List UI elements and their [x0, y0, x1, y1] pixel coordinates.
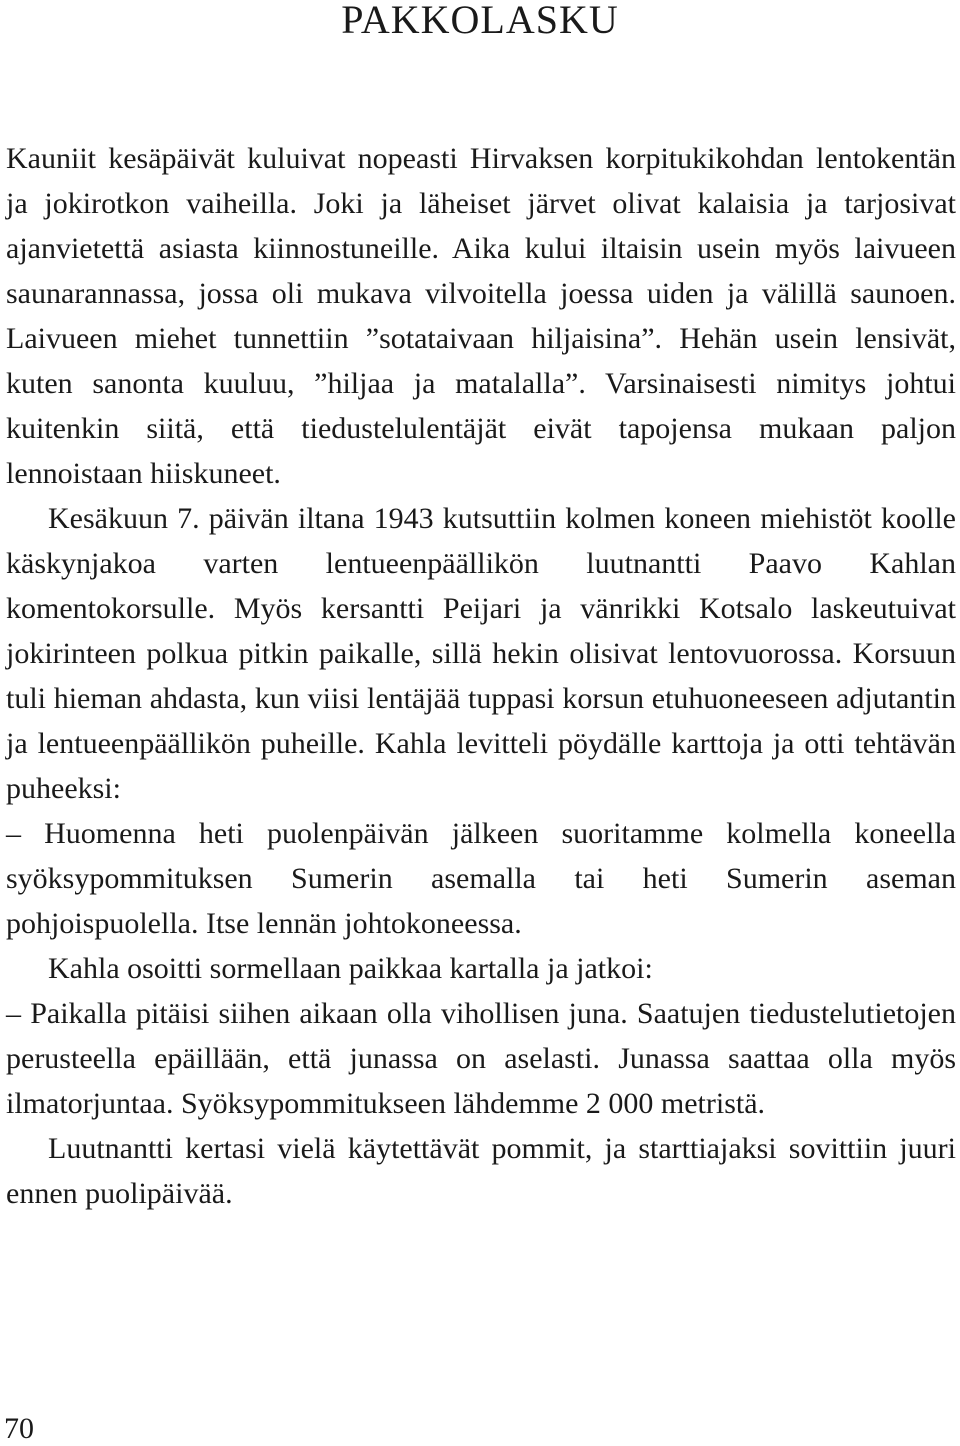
paragraph: Kahla osoitti sormellaan paikkaa kartalla ja jatkoi:: [48, 952, 653, 985]
dialogue-paragraph: – Paikalla pitäisi siihen aikaan olla vihollisen juna. Saatujen tiedustelutietojen perusteella epäillään, että junassa on aselasti. Junassa saattaa olla myös ilmatorjuntaa. Syöksypommitukseen lähdemme 2 000 metristä.: [6, 997, 956, 1120]
chapter-title: PAKKOLASKU: [341, 0, 619, 42]
body-text: [6, 136, 956, 1216]
paragraph: Kauniit kesäpäivät kuluivat nopeasti Hirvaksen korpitukikohdan lentokentän ja jokirotkon vaiheilla. Joki ja läheiset järvet olivat kalaisia ja tarjosivat ajanvietettä asiasta kiinnostuneille. Aika kului iltaisin usein myös laivueen saunarannassa, jossa oli mukava vilvoitella joessa uiden ja välillä saunoen. Laivueen miehet tunnettiin ”sotataivaan hiljaisina”. Hehän usein lensivät, kuten sanonta kuuluu, ”hiljaa ja matalalla”. Varsinaisesti nimitys johtui kuitenkin siitä, että tiedustelulentäjät eivät tapojensa mukaan paljon lennoistaan hiiskuneet.: [6, 142, 956, 490]
paragraph: Luutnantti kertasi vielä käytettävät pommit, ja starttiajaksi sovittiin juuri ennen puolipäivää.: [6, 1132, 956, 1210]
page-number: 70: [4, 1412, 34, 1445]
dialogue-paragraph: – Huomenna heti puolenpäivän jälkeen suoritamme kolmella koneella syöksypommituksen Sumerin asemalla tai heti Sumerin aseman pohjoispuolella. Itse lennän johtokoneessa.: [6, 817, 956, 940]
paragraph: Kesäkuun 7. päivän iltana 1943 kutsuttiin kolmen koneen miehistöt koolle käskynjakoa varten lentueenpäällikön luutnantti Paavo Kahlan komentokorsulle. Myös kersantti Peijari ja vänrikki Kotsalo laskeutuivat jokirinteen polkua pitkin paikalle, sillä hekin olisivat lentovuorossa. Korsuun tuli hieman ahdasta, kun viisi lentäjää tuppasi korsun etuhuoneeseen adjutantin ja lentueenpäällikön puheille. Kahla levitteli pöydälle karttoja ja otti tehtävän puheeksi:: [6, 502, 956, 805]
